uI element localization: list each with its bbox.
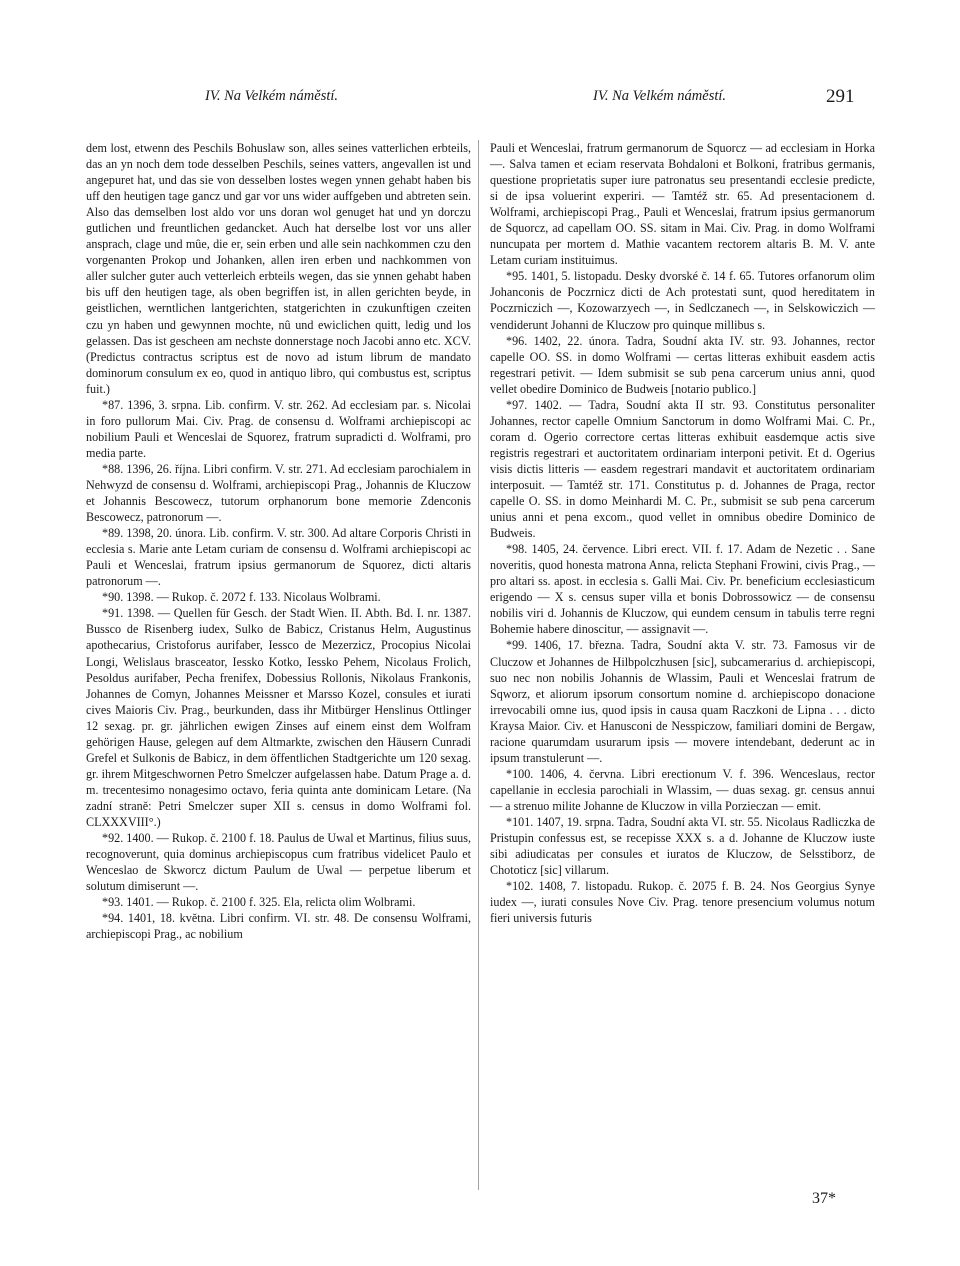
entry-88: *88. 1396, 26. října. Libri confirm. V. str. 271. Ad ecclesiam parochialem in Nehwyzd de consensu d. Wolframi, archiepiscopi Prag., Johannis de Kluczow et Johannis Bescowecz, tutorum orphanorum bone memorie Zdenconis Bescowecz, patronorum —. <box>86 461 471 525</box>
running-head-left: IV. Na Velkém náměstí. <box>205 88 339 104</box>
entry-87: *87. 1396, 3. srpna. Lib. confirm. V. str. 262. Ad ecclesiam par. s. Nicolai in foro pullorum Mai. Civ. Prag. de consensu d. Wolframi archiepiscopi ac nobilium Pauli et Wenceslai de Squorez, fratrum supradicti d. Wolframi, pro media parte. <box>86 397 471 460</box>
entry-100: *100. 1406, 4. června. Libri erectionum V. f. 396. Wenceslaus, rector capellanie in ecclesia parochiali in Wlassim, — duas sexag. gr. census annui — a strenuo milite Johanne de Kluczow in villa Porzieczan — emit. <box>490 766 875 813</box>
entry-94: *94. 1401, 18. května. Libri confirm. VI. str. 48. De consensu Wolframi, archiepiscopi Prag., ac nobilium <box>86 911 471 942</box>
entry-95: *95. 1401, 5. listopadu. Desky dvorské č. 14 f. 65. Tutores orfanorum olim Johanconis de Poczrnicz dicti de Ach protestati sunt, quod hereditatem in Poczrniczich —, Kozowarzyech —, in Sedlczanech —, in Selskowiczich — vendiderunt Johanni de Kluczow pro quinque millibus s. <box>490 269 875 332</box>
paragraph-continuation: dem lost, etwenn des Peschils Bohuslaw son, alles seines vatterlichen erbteils, das an yn noch dem tode desselben Peschils, seines vatters, angevallen ist und angepuret hat, und das sie von desselben lostes wegen ynnen gehabt haben bis uff den heutigen tage gancz und gar vor uns wider auffgeben und abtreten sein. Also das demselben lost aldo vor uns doran wol genuget hat und yn dorczu gutlichen und freuntlichen gedancket. Auch hat derselbe lost vor uns aller ansprach, clage und mûe, die er, sein erben und alle sein nachkommen czu den vorgenanten Prokop und Johanken, allen iren erben und nachkommen von aller sulcher guter auch vetterleich erbteils wegen, das sie ynnen gehabt haben bis uff den heutigen tage, als oben begriffen ist, in allen gerichten beyde, in geistlichen, werntlichen lantgerichten, statgerichten in czukunftigen czeiten czu yn haben und gewynnen mochte, nû und ewiclichen quitt, ledig und los gelassen. Das ist gescheen am nechste donnerstage noch Jacobi anno etc. XCV. (Predictus contractus scriptus est de novo ad istum librum de mandato dominorum consulum ex eo, quod in antiquo libro, qui combustus est, scriptus fuit.) <box>86 141 471 396</box>
right-column <box>490 140 875 926</box>
entry-92: *92. 1400. — Rukop. č. 2100 f. 18. Paulus de Uwal et Martinus, filius suus, recognoverunt, quia dominus archiepiscopus cum fratribus videlicet Paulo et Wenceslao de Skworcz dictum Paulum de Uwal — perpetue liberum et solutum dimiserunt —. <box>86 831 471 894</box>
entry-89: *89. 1398, 20. února. Lib. confirm. V. str. 300. Ad altare Corporis Christi in ecclesia s. Marie ante Letam curiam de consensu d. Wolframi archiepiscopi ac Pauli et Wenceslai, fratrum ipsius germanorum de Squorez, dicti altaris patronorum —. <box>86 526 471 589</box>
column-divider <box>478 140 479 1190</box>
entry-93: *93. 1401. — Rukop. č. 2100 f. 325. Ela, relicta olim Wolbrami. <box>102 895 416 910</box>
entry-101: *101. 1407, 19. srpna. Tadra, Soudní akta VI. str. 55. Nicolaus Radliczka de Pristupin confessus est, se recepisse XXX s. a d. Johanne de Kluczow iuste sibi adiudicatas per consules et iuratos de Kluczow, de Selsstiborz, de Chototicz [sic] villarum. <box>490 814 875 878</box>
entry-102: *102. 1408, 7. listopadu. Rukop. č. 2075 f. B. 24. Nos Georgius Synye iudex —, iurati consules Nove Civ. Prag. tenore presencium volumus notum fieri universis futuris <box>490 879 875 926</box>
entry-98: *98. 1405, 24. července. Libri erect. VII. f. 17. Adam de Nezetic . . Sane noveritis, quod honesta matrona Anna, relicta Stephani Frowini, civis Prag., — pro altari ss. apost. in ecclesia s. Galli Mai. Civ. Pr. beneficium ecclesiasticum erigendo — X s. census super villa et bonis Dobrossowicz — de consensu nobilis viri d. Johannis de Kluczow, qui eundem censum in tabulis terre regni Bohemie habere dinoscitur, — assignavit —. <box>490 542 875 637</box>
entry-97: *97. 1402. — Tadra, Soudní akta II str. 93. Constitutus personaliter Johannes, rector capelle Omnium Sanctorum in domo Wolframi Mai. C. Pr., coram d. Ogerio correctore certas litteras exhibuit easdemque actis sive registris regestrari et auctoritatem ordinariam interponi petivit. Et d. Ogerius visis dictis litteris — easdem regestrari mandavit et auctoritatem ordinariam interposuit. — Tamtéž str. 171. Constitutus p. d. Johannes de Praga, rector capelle O. SS. in domo Meinhardi M. C. Pr., submisit se sub pena carcerum unius anni et pena excom., quod vellet in omnibus obedire Dominico de Budweis. <box>490 397 875 541</box>
page-number: 291 <box>826 86 855 107</box>
running-head-right: IV. Na Velkém náměstí. <box>593 88 727 104</box>
entry-96: *96. 1402, 22. února. Tadra, Soudní akta IV. str. 93. Johannes, rector capelle OO. SS. in domo Wolframi — certas litteras exhibuit easdem actis regestrari petivit. — Idem submisit se sub pena carcerum unius anni, quod vellet obedire Dominico de Budweis [notario publico.] <box>490 333 875 396</box>
entry-94-continuation: Pauli et Wenceslai, fratrum germanorum de Squorcz — ad ecclesiam in Horka —. Salva tamen et eciam reservata Bohdaloni et Bolkoni, fratribus germanis, questione proprietatis super iure patronatus seu presentandi ecclesie predicte, si de ipsa voluerint experiri. — Tamtéž str. 65. Ad presentacionem d. Wolframi, archiepiscopi Prag., Pauli et Wenceslai, fratrum ipsius germanorum de Squorcz, ad capellam OO. SS. sitam in Mai. Civ. Prag. in domo Wolframi nuncupata per mortem d. Mathie vacantem rectorem altaris B. M. V. ante Letam curiam instituimus. <box>490 141 875 268</box>
left-column <box>86 140 471 942</box>
signature-mark: 37* <box>812 1190 836 1207</box>
entry-90: *90. 1398. — Rukop. č. 2072 f. 133. Nicolaus Wolbrami. <box>102 590 381 605</box>
entry-91: *91. 1398. — Quellen für Gesch. der Stadt Wien. II. Abth. Bd. I. nr. 1387. Bussco de Risenberg iudex, Sulko de Babicz, Cristanus Helm, Augustinus apothecarius, Cristoforus aurifaber, Iessco de Mezerzicz, Procopius Nicolai Longi, Welislaus brasceator, Iessko Kotko, Iessko Pehem, Nicolaus Frolich, Pesoldus aurifaber, Pecha frenifex, Dobessius Rollonis, Nikolaus Frankonis, Johannes de Comyn, Johannes Meissner et Marsso Kozel, consules et iurati cives Maioris Civ. Prag., beurkunden, dass ihr Mitbürger Henslinus Ottlinger 12 sexag. pr. gr. jährlichen ewigen Zinses auf einem einst dem Wolfram gehörigen Hause, gelegen auf dem Altmarkte, zwischen den Häusern Cunradi Grefel et Sulkonis de Babicz, in dem öffentlichen Stadtgerichte um 120 sexag. gr. ihrem Mitgeschwornen Petro Smelczer aufgelassen habe. Datum Prage a. d. m. trecentesimo nonagesimo octavo, feria quinta ante dominicam Letare. (Na zadní straně: Petri Smelczer super XII s. census in domo Wolframi fol. CLXXXVIII°.) <box>86 606 471 829</box>
entry-99: *99. 1406, 17. března. Tadra, Soudní akta V. str. 73. Famosus vir de Cluczow et Johannes de Hilbpolczhusen [sic], subcamerarius d. archiepiscopi, suo nec non nobilis Johannis de Wlassim, Pauli et Wenceslai fratrum de Sqworz, et aliorum ipsorum consortum nomine d. archiepiscopo donacione irrevocabili omne ius, quod ipsis in causa quam Raczkoni de Lipna . . . dicto Kraysa Maior. Civ. et Hanusconi de Nesspiczow, familiari domini de Bergaw, racione quarumdam usurarum ipsis — movere intendebant, dederunt ac in ipsum transtulerunt —. <box>490 638 875 765</box>
